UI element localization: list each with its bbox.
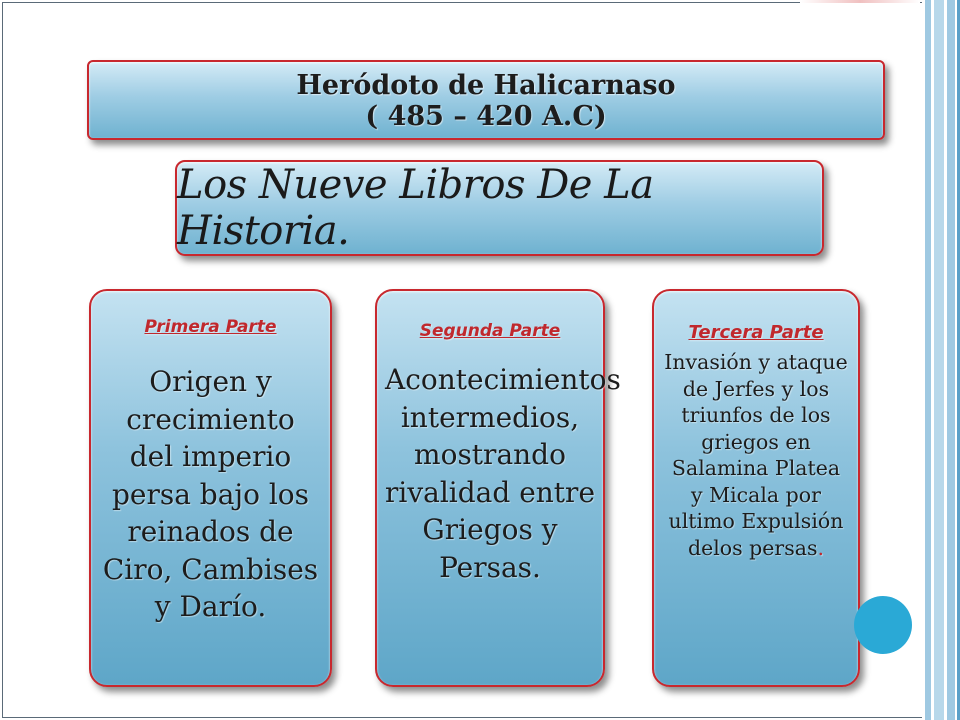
section-heading: Tercera Parte — [688, 322, 824, 343]
section-heading: Primera Parte — [144, 317, 277, 337]
title-box — [87, 60, 885, 140]
section-box-segunda — [375, 289, 621, 687]
subtitle-box — [175, 160, 824, 256]
decorative-top-line — [800, 0, 920, 3]
section-text: Acontecimientos intermedios, mostrando rivalidad entre Griegos y Persas. — [385, 363, 621, 584]
decorative-circle — [854, 596, 912, 654]
section-end-mark: . — [817, 535, 825, 560]
section-text-wrapper — [654, 349, 858, 561]
section-box-tercera — [652, 289, 860, 687]
section-box-primera — [89, 289, 332, 687]
subtitle-text: Los Nueve Libros De La Historia. — [177, 162, 654, 254]
section-text: Invasión y ataque de Jerfes y los triunfos de los griegos en Salamina Platea y Micala por ultimo Expulsión delos persas — [664, 350, 848, 560]
title-author: Heródoto de Halicarnaso — [296, 70, 676, 101]
section-heading: Segunda Parte — [419, 321, 561, 341]
section-text: Origen y crecimiento del imperio persa bajo los reinados de Ciro, Cambises y Darío. — [102, 365, 319, 623]
title-dates: ( 485 – 420 A.C) — [365, 101, 607, 132]
decorative-stripes — [922, 0, 960, 720]
